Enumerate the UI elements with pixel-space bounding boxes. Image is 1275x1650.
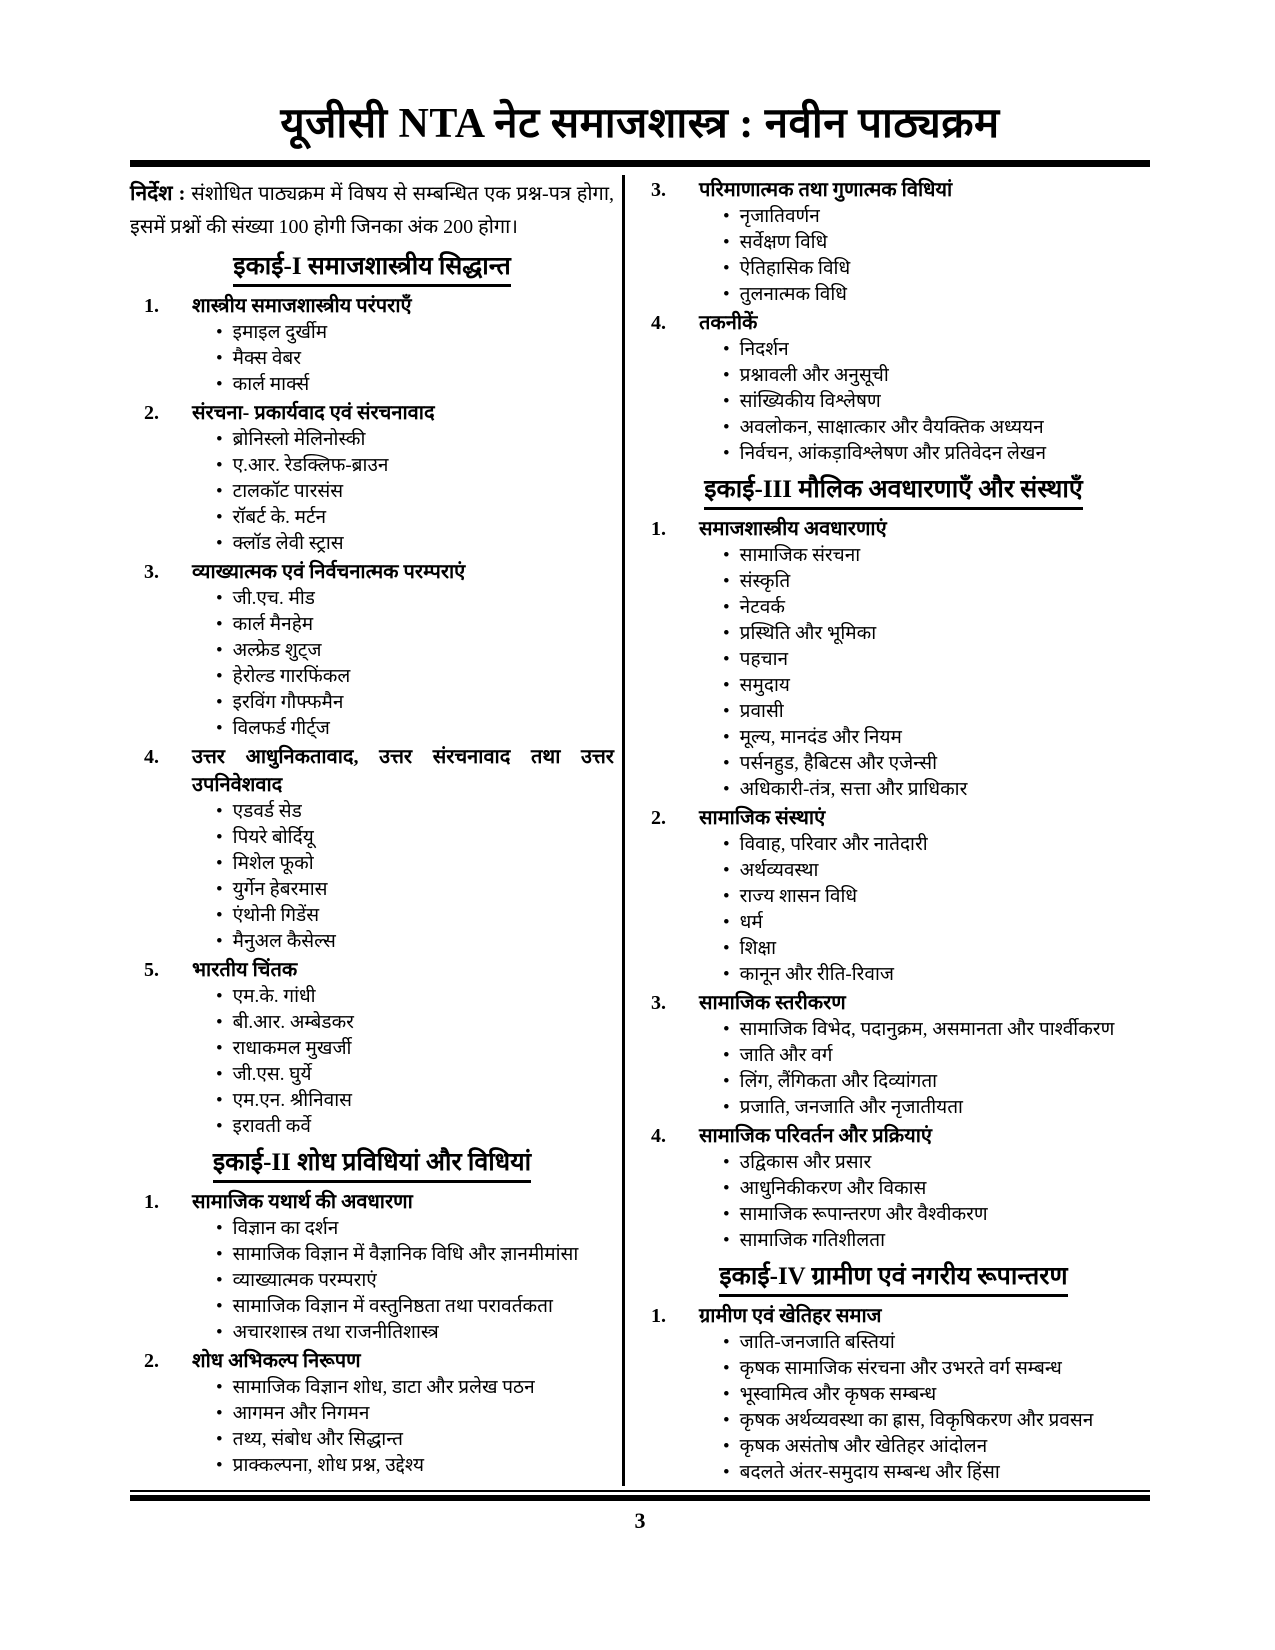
bullet-item: • मिशेल फूको bbox=[216, 851, 614, 877]
item-number: 1. bbox=[651, 1304, 666, 1327]
bullet-item: • कृषक सामाजिक संरचना और उभरते वर्ग सम्बन्ध bbox=[723, 1356, 1150, 1382]
syllabus-item bbox=[130, 399, 614, 557]
instructions-text: संशोधित पाठ्यक्रम में विषय से सम्बन्धित एक प्रश्न-पत्र होगा, इसमें प्रश्नों की संख्या 100 होगी जिनका अंक 200 होगा। bbox=[130, 182, 614, 238]
bullet-list bbox=[699, 1150, 1150, 1254]
item-body bbox=[699, 176, 1150, 308]
bullet-list bbox=[192, 799, 614, 955]
bullet-item: • नेटवर्क bbox=[723, 595, 1150, 621]
bullet-item: • तुलनात्मक विधि bbox=[723, 282, 1150, 308]
bullet-item: • युर्गेन हेबरमास bbox=[216, 877, 614, 903]
bullet-item: • धर्म bbox=[723, 910, 1150, 936]
bullet-item: • जी.एच. मीड bbox=[216, 586, 614, 612]
syllabus-item bbox=[637, 515, 1150, 803]
item-number: 3. bbox=[144, 560, 159, 583]
bullet-item: • आगमन और निगमन bbox=[216, 1401, 614, 1427]
bullet-item: • भूस्वामित्व और कृषक सम्बन्ध bbox=[723, 1382, 1150, 1408]
right-column bbox=[625, 175, 1150, 1486]
item-body bbox=[192, 743, 614, 955]
bullet-item: • प्राक्कल्पना, शोध प्रश्न, उद्देश्य bbox=[216, 1453, 614, 1479]
bullet-item: • विज्ञान का दर्शन bbox=[216, 1216, 614, 1242]
item-number: 4. bbox=[651, 311, 666, 334]
bullet-item: • ऐतिहासिक विधि bbox=[723, 256, 1150, 282]
bullet-list bbox=[192, 320, 614, 398]
syllabus-item bbox=[130, 292, 614, 398]
syllabus-item bbox=[637, 1302, 1150, 1486]
item-body bbox=[192, 1347, 614, 1479]
bullet-list bbox=[699, 337, 1150, 467]
item-title: संरचना- प्रकार्यवाद एवं संरचनावाद bbox=[192, 401, 435, 424]
bullet-item: • बदलते अंतर-समुदाय सम्बन्ध और हिंसा bbox=[723, 1460, 1150, 1486]
bullet-item: • सामाजिक विज्ञान में वस्तुनिष्ठता तथा परावर्तकता bbox=[216, 1294, 614, 1320]
left-column bbox=[130, 175, 622, 1486]
bullet-item: • उद्विकास और प्रसार bbox=[723, 1150, 1150, 1176]
bullet-item: • सामाजिक विज्ञान में वैज्ञानिक विधि और ज्ञानमीमांसा bbox=[216, 1242, 614, 1268]
item-body bbox=[192, 292, 614, 398]
bullet-item: • प्रवासी bbox=[723, 699, 1150, 725]
item-body bbox=[192, 1188, 614, 1346]
item-title: सामाजिक संस्थाएं bbox=[699, 806, 826, 829]
bullet-item: • जी.एस. घुर्ये bbox=[216, 1062, 614, 1088]
bullet-item: • सांख्यिकीय विश्लेषण bbox=[723, 389, 1150, 415]
bullet-item: • समुदाय bbox=[723, 673, 1150, 699]
bullet-item: • पर्सनहुड, हैबिटस और एजेन्सी bbox=[723, 751, 1150, 777]
item-body bbox=[699, 989, 1150, 1121]
item-number: 1. bbox=[144, 1190, 159, 1213]
bullet-item: • जाति-जनजाति बस्तियां bbox=[723, 1330, 1150, 1356]
bullet-item: • कृषक अर्थव्यवस्था का ह्रास, विकृषिकरण और प्रवसन bbox=[723, 1408, 1150, 1434]
item-body bbox=[192, 558, 614, 742]
unit-heading-row bbox=[637, 1261, 1150, 1297]
instructions bbox=[130, 177, 614, 244]
syllabus-item bbox=[130, 558, 614, 742]
item-body bbox=[192, 956, 614, 1140]
bullet-list bbox=[699, 1330, 1150, 1486]
bullet-item: • सामाजिक संरचना bbox=[723, 543, 1150, 569]
bullet-item: • एडवर्ड सेड bbox=[216, 799, 614, 825]
bullet-item: • व्याख्यात्मक परम्पराएं bbox=[216, 1268, 614, 1294]
bullet-list bbox=[192, 984, 614, 1140]
bullet-item: • राज्य शासन विधि bbox=[723, 884, 1150, 910]
unit-heading-row bbox=[130, 1147, 614, 1183]
bullet-item: • प्रजाति, जनजाति और नृजातीयता bbox=[723, 1095, 1150, 1121]
title-rule bbox=[130, 160, 1150, 167]
bullet-item: • इरावती कर्वे bbox=[216, 1114, 614, 1140]
syllabus-item bbox=[637, 176, 1150, 308]
item-title: सामाजिक स्तरीकरण bbox=[699, 991, 846, 1014]
bullet-item: • एम.के. गांधी bbox=[216, 984, 614, 1010]
item-title: शोध अभिकल्प निरूपण bbox=[192, 1349, 361, 1372]
bullet-list bbox=[699, 204, 1150, 308]
bullet-item: • सामाजिक रूपान्तरण और वैश्वीकरण bbox=[723, 1202, 1150, 1228]
bullet-item: • तथ्य, संबोध और सिद्धान्त bbox=[216, 1427, 614, 1453]
unit-heading-row bbox=[637, 474, 1150, 510]
item-number: 2. bbox=[651, 806, 666, 829]
page-number: 3 bbox=[634, 1507, 646, 1533]
bullet-item: • सामाजिक विभेद, पदानुक्रम, असमानता और पार्श्वीकरण bbox=[723, 1017, 1150, 1043]
bullet-item: • विवाह, परिवार और नातेदारी bbox=[723, 832, 1150, 858]
item-title: भारतीय चिंतक bbox=[192, 958, 298, 981]
item-number: 3. bbox=[651, 991, 666, 1014]
syllabus-item bbox=[637, 1122, 1150, 1254]
syllabus-item bbox=[130, 956, 614, 1140]
bullet-item: • अधिकारी-तंत्र, सत्ता और प्राधिकार bbox=[723, 777, 1150, 803]
bullet-item: • निदर्शन bbox=[723, 337, 1150, 363]
syllabus-item bbox=[637, 989, 1150, 1121]
syllabus-item bbox=[130, 743, 614, 955]
bullet-list bbox=[699, 1017, 1150, 1121]
bullet-item: • एंथोनी गिडेंस bbox=[216, 903, 614, 929]
bullet-item: • अल्फ्रेड शुट्ज bbox=[216, 638, 614, 664]
bullet-item: • एम.एन. श्रीनिवास bbox=[216, 1088, 614, 1114]
item-title: उत्तर आधुनिकतावाद, उत्तर संरचनावाद तथा उत्तर उपनिवेशवाद bbox=[192, 745, 614, 796]
item-body bbox=[192, 399, 614, 557]
item-number: 2. bbox=[144, 401, 159, 424]
bullet-list bbox=[192, 1375, 614, 1479]
bullet-item: • निर्वचन, आंकड़ाविश्लेषण और प्रतिवेदन लेखन bbox=[723, 441, 1150, 467]
bullet-item: • लिंग, लैंगिकता और दिव्यांगता bbox=[723, 1069, 1150, 1095]
syllabus-item bbox=[130, 1347, 614, 1479]
footer-rule-thick bbox=[130, 1495, 1150, 1501]
bullet-item: • राधाकमल मुखर्जी bbox=[216, 1036, 614, 1062]
item-title: परिमाणात्मक तथा गुणात्मक विधियां bbox=[699, 178, 953, 201]
item-title: ग्रामीण एवं खेतिहर समाज bbox=[699, 1304, 882, 1327]
item-title: सामाजिक परिवर्तन और प्रक्रियाएं bbox=[699, 1124, 932, 1147]
bullet-item: • ए.आर. रेडक्लिफ-ब्राउन bbox=[216, 453, 614, 479]
bullet-item: • कार्ल मार्क्स bbox=[216, 372, 614, 398]
bullet-item: • प्रस्थिति और भूमिका bbox=[723, 621, 1150, 647]
bullet-item: • पहचान bbox=[723, 647, 1150, 673]
bullet-item: • सर्वेक्षण विधि bbox=[723, 230, 1150, 256]
bullet-item: • हेरोल्ड गारफिंकल bbox=[216, 664, 614, 690]
left-column-content bbox=[130, 251, 614, 1479]
bullet-item: • पियरे बोर्दियू bbox=[216, 825, 614, 851]
syllabus-item bbox=[637, 804, 1150, 988]
bullet-item: • मैनुअल कैसेल्स bbox=[216, 929, 614, 955]
bullet-item: • विलफर्ड गीर्ट्ज bbox=[216, 716, 614, 742]
bullet-item: • रॉबर्ट के. मर्टन bbox=[216, 505, 614, 531]
bullet-item: • मैक्स वेबर bbox=[216, 346, 614, 372]
unit-heading-row bbox=[130, 251, 614, 287]
item-title: समाजशास्त्रीय अवधारणाएं bbox=[699, 517, 887, 540]
bullet-item: • कानून और रीति-रिवाज bbox=[723, 962, 1150, 988]
bullet-list bbox=[699, 832, 1150, 988]
page-title: यूजीसी NTA नेट समाजशास्त्र : नवीन पाठ्यक्रम bbox=[280, 101, 1000, 147]
item-body bbox=[699, 804, 1150, 988]
item-body bbox=[699, 1302, 1150, 1486]
item-number: 1. bbox=[651, 517, 666, 540]
bullet-item: • जाति और वर्ग bbox=[723, 1043, 1150, 1069]
bullet-item: • बी.आर. अम्बेडकर bbox=[216, 1010, 614, 1036]
bullet-item: • इमाइल दुर्खीम bbox=[216, 320, 614, 346]
bullet-list bbox=[192, 427, 614, 557]
unit-heading: इकाई-III मौलिक अवधारणाएँ और संस्थाएँ bbox=[704, 474, 1082, 510]
item-number: 3. bbox=[651, 178, 666, 201]
instructions-label: निर्देश : bbox=[130, 180, 186, 205]
bullet-item: • टालकॉट पारसंस bbox=[216, 479, 614, 505]
bullet-item: • आधुनिकीकरण और विकास bbox=[723, 1176, 1150, 1202]
footer-rule-thin bbox=[130, 1490, 1150, 1492]
syllabus-item bbox=[637, 309, 1150, 467]
item-number: 4. bbox=[144, 745, 159, 768]
unit-heading: इकाई-IV ग्रामीण एवं नगरीय रूपान्तरण bbox=[719, 1261, 1067, 1297]
item-title: शास्त्रीय समाजशास्त्रीय परंपराएँ bbox=[192, 294, 412, 317]
item-number: 5. bbox=[144, 958, 159, 981]
bullet-list bbox=[192, 1216, 614, 1346]
item-number: 2. bbox=[144, 1349, 159, 1372]
bullet-item: • नृजातिवर्णन bbox=[723, 204, 1150, 230]
bullet-list bbox=[192, 586, 614, 742]
bullet-list bbox=[699, 543, 1150, 803]
item-body bbox=[699, 515, 1150, 803]
bullet-item: • कार्ल मैनहेम bbox=[216, 612, 614, 638]
right-column-content bbox=[637, 176, 1150, 1486]
columns bbox=[130, 175, 1150, 1486]
item-number: 4. bbox=[651, 1124, 666, 1147]
item-body bbox=[699, 309, 1150, 467]
item-title: सामाजिक यथार्थ की अवधारणा bbox=[192, 1190, 413, 1213]
bullet-item: • कृषक असंतोष और खेतिहर आंदोलन bbox=[723, 1434, 1150, 1460]
bullet-item: • संस्कृति bbox=[723, 569, 1150, 595]
bullet-item: • प्रश्नावली और अनुसूची bbox=[723, 363, 1150, 389]
bullet-item: • मूल्य, मानदंड और नियम bbox=[723, 725, 1150, 751]
bullet-item: • क्लॉड लेवी स्ट्रास bbox=[216, 531, 614, 557]
bullet-item: • अर्थव्यवस्था bbox=[723, 858, 1150, 884]
syllabus-item bbox=[130, 1188, 614, 1346]
item-number: 1. bbox=[144, 294, 159, 317]
bullet-item: • अवलोकन, साक्षात्कार और वैयक्तिक अध्ययन bbox=[723, 415, 1150, 441]
unit-heading: इकाई-II शोध प्रविधियां और विधियां bbox=[213, 1147, 531, 1183]
item-title: व्याख्यात्मक एवं निर्वचनात्मक परम्पराएं bbox=[192, 560, 466, 583]
item-title: तकनीकें bbox=[699, 311, 758, 334]
item-body bbox=[699, 1122, 1150, 1254]
unit-heading: इकाई-I समाजशास्त्रीय सिद्धान्त bbox=[233, 251, 510, 287]
bullet-item: • सामाजिक विज्ञान शोध, डाटा और प्रलेख पठन bbox=[216, 1375, 614, 1401]
bullet-item: • शिक्षा bbox=[723, 936, 1150, 962]
bullet-item: • इरविंग गौफ्फमैन bbox=[216, 690, 614, 716]
bullet-item: • अचारशास्त्र तथा राजनीतिशास्त्र bbox=[216, 1320, 614, 1346]
bullet-item: • सामाजिक गतिशीलता bbox=[723, 1228, 1150, 1254]
bullet-item: • ब्रोनिस्लो मेलिनोस्की bbox=[216, 427, 614, 453]
